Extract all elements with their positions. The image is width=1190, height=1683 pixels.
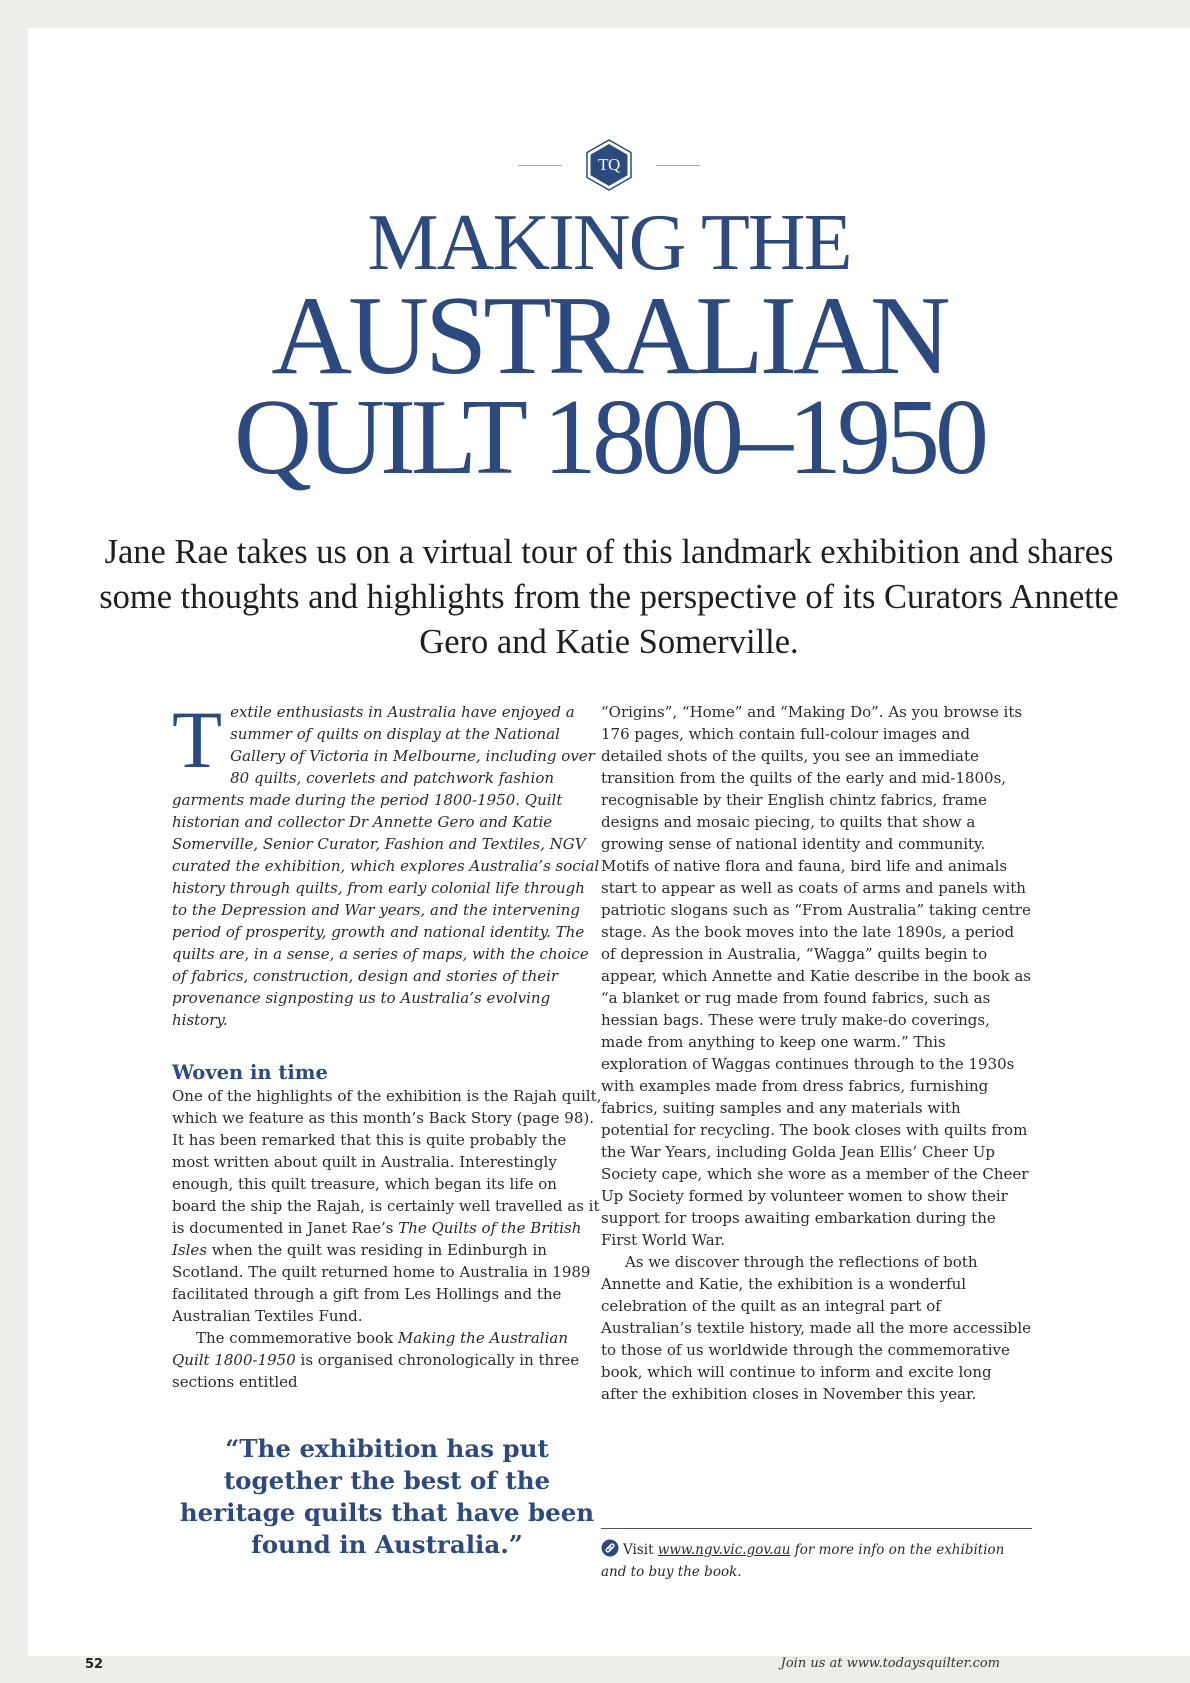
intro-paragraph	[172, 694, 602, 1031]
body-paragraph-1	[172, 1085, 602, 1327]
logo-rule-right	[656, 165, 700, 166]
visit-lead: Visit	[623, 1542, 658, 1558]
intro-text: extile enthusiasts in Australia have enjoyed a summer of quilts on display at the National Gallery of Victoria in Melbourne, including over 80 quilts, coverlets and patchwork fashion garments made during the period 1800-1950. Quilt historian and collector Dr Annette Gero and Katie Somerville, Senior Curator, Fashion and Textiles, NGV curated the exhibition, which explores Australia’s social history through quilts, from early colonial life through to the Depression and War years, and the intervening period of prosperity, growth and national identity. The quilts are, in a sense, a series of maps, with the choice of fabrics, construction, design and stories of their provenance signposting us to Australia’s evolving history.	[172, 703, 600, 1029]
tq-logo	[582, 138, 636, 192]
title-line-3: QUILT 1800–1950	[233, 378, 985, 497]
column-right	[601, 701, 1031, 1405]
logo-rule-left	[518, 165, 562, 166]
magazine-page	[28, 28, 1190, 1672]
drop-cap: T	[172, 694, 223, 785]
body-paragraph-4: As we discover through the reflections of both Annette and Katie, the exhibition is a wonderful celebration of the quilt as an integral part of Australian’s textile history, made all the more accessible to those of us worldwide through the commemorative book, which will continue to inform and excite long after the exhibition closes in November this year.	[601, 1253, 1032, 1403]
body-paragraph-2	[172, 1327, 602, 1393]
visit-note	[601, 1539, 1032, 1583]
title-line-1: MAKING THE	[367, 199, 851, 287]
title-line-2: AUSTRALIAN	[271, 274, 947, 398]
logo-text: TQ	[598, 155, 620, 174]
divider	[601, 1528, 1032, 1529]
subhead: Woven in time	[172, 1061, 328, 1084]
book-title: Making the Australian Quilt 1800-1950	[172, 1329, 568, 1369]
body-paragraph-3: “Origins”, “Home” and “Making Do”. As you browse its 176 pages, which contain full-colour images and detailed shots of the quilts, you see an immediate transition from the quilts of the early and mid-1800s, recognisable by their English chintz fabrics, frame designs and mosaic piecing, to quilts that show a growing sense of national identity and community. Motifs of native flora and fauna, bird life and animals start to appear as well as coats of arms and panels with patriotic slogans such as “From Australia” taking centre stage. As the book moves into the late 1890s, a period of depression in Australia, “Wagga” quilts begin to appear, which Annette and Katie describe in the book as “a blanket or rug made from found fabrics, such as hessian bags. These were truly make-do coverings, made from anything to keep one warm.” This exploration of Waggas continues through to the 1930s with examples made from dress fabrics, furnishing fabrics, suiting samples and any materials with potential for recycling. The book closes with quilts from the War Years, including Golda Jean Ellis’ Cheer Up Society cape, which she wore as a member of the Cheer Up Society formed by volunteer women to show their support for troops awaiting embarkation during the First World War.	[601, 703, 1031, 1249]
standfirst: Jane Rae takes us on a virtual tour of this landmark exhibition and shares some thoughts and highlights from the perspective of its Curators Annette Gero and Katie Somerville.	[99, 533, 1119, 661]
footer-url: Join us at www.todaysquilter.com	[780, 1656, 1000, 1671]
body-text: is organised chronologically in three sections entitled	[172, 1351, 580, 1391]
column-left	[172, 694, 602, 1561]
page-number: 52	[85, 1657, 104, 1672]
visit-tail: for more info on the exhibition and to buy the book.	[601, 1542, 1005, 1580]
book-title: The Quilts of the British Isles	[172, 1219, 582, 1259]
body-text: One of the highlights of the exhibition is the Rajah quilt, which we feature as this month’s Back Story (page 98). It has been remarked that this is quite probably the most written about quilt in Australia. Interestingly enough, this quilt treasure, which began its life on board the ship the Rajah, is certainly well travelled as it is documented in Janet Rae’s	[172, 1087, 602, 1237]
logo-row	[28, 138, 1190, 192]
body-text: when the quilt was residing in Edinburgh in Scotland. The quilt returned home to Australia in 1989 facilitated through a gift from Les Hollings and the Australian Textiles Fund.	[172, 1241, 591, 1325]
pull-quote: “The exhibition has put together the best of the heritage quilts that have been found in Australia.”	[179, 1434, 595, 1559]
website-link[interactable]: www.ngv.vic.gov.au	[657, 1542, 791, 1558]
link-icon	[601, 1539, 619, 1557]
body-text: The commemorative book	[196, 1329, 398, 1347]
